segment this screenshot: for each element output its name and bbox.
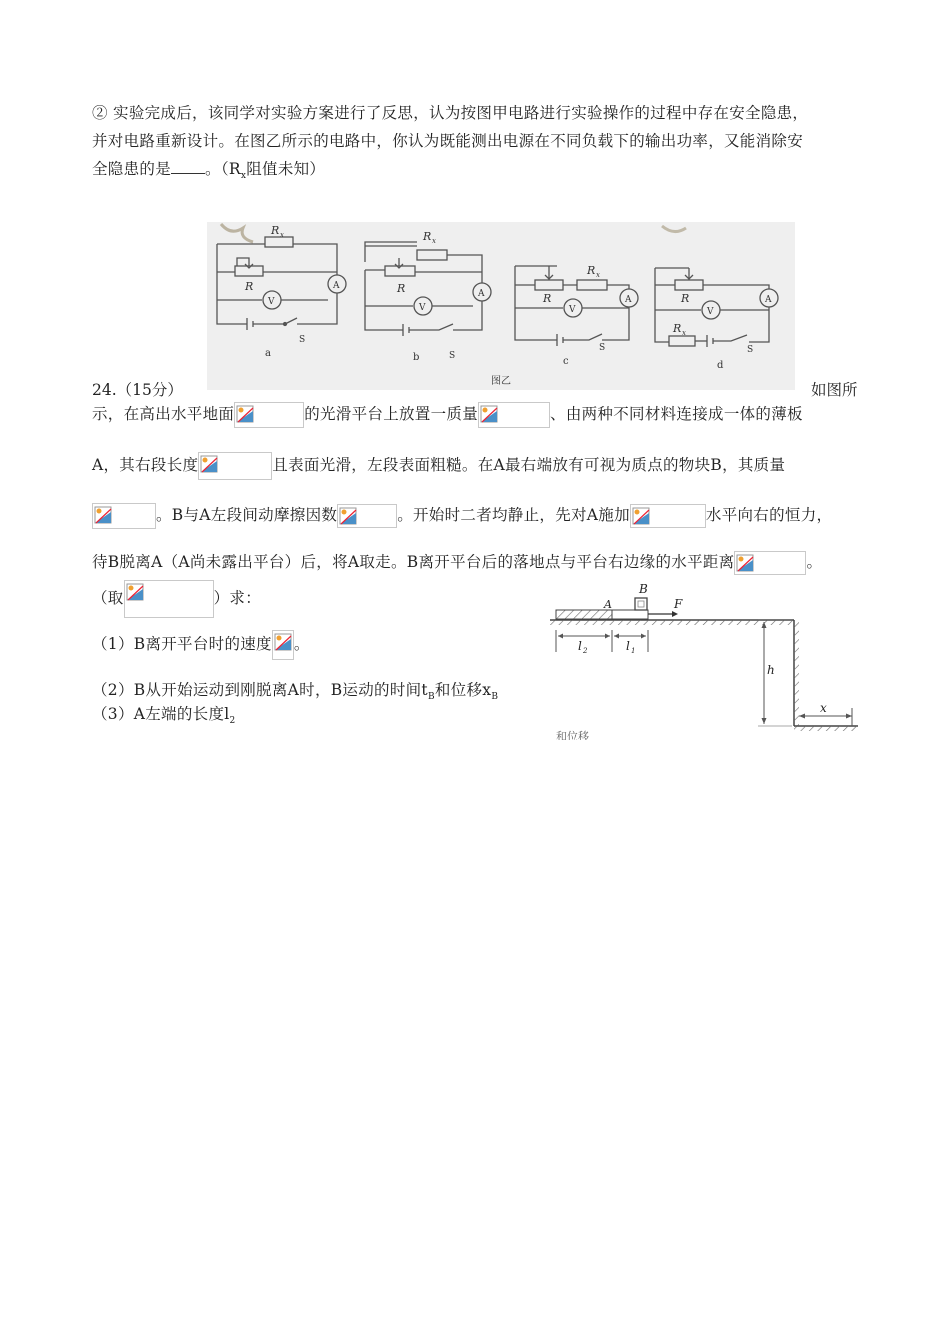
label-distance-x: x	[820, 701, 827, 715]
mechanics-figure	[546, 578, 862, 740]
q24-line-3	[92, 452, 785, 480]
q23-line-3-paren: 。（R	[205, 160, 241, 178]
q24-line-5-b: 。	[806, 553, 823, 571]
q24-sub-2-xb: B	[491, 692, 499, 703]
q24-line-5-a: 待B脱离A（A尚未露出平台）后，将A取走。B离开平台后的落地点与平台右边缘的水平距离	[92, 553, 735, 571]
q24-line-5	[92, 550, 822, 575]
q24-line-4-a: 。B与A左段间动摩擦因数	[156, 506, 338, 524]
q24-sub-2-text-b: 和位移x	[434, 681, 492, 699]
q24-line-2-a: 示，在高出水平地面	[92, 405, 235, 423]
q24-sub-2	[92, 678, 498, 702]
label-circuit-b: b	[413, 352, 420, 363]
q24-line-4-c: 水平向右的恒力，	[705, 506, 833, 524]
label-height-h: h	[767, 663, 775, 677]
q24-sub-2-tb: B	[427, 692, 435, 703]
broken-image-icon	[94, 506, 112, 524]
broken-image-icon	[236, 405, 254, 423]
label-l1-sub: 1	[631, 647, 636, 655]
label-force-f: F	[674, 597, 683, 611]
label-circuit-c: c	[563, 356, 569, 367]
q24-line-4	[92, 503, 832, 529]
formula-image-mass-a	[478, 402, 550, 428]
label-a-a: A	[333, 281, 340, 291]
q24-line-3-a: A，其右段长度	[92, 456, 199, 474]
label-circuit-a: a	[265, 348, 271, 359]
broken-image-icon	[126, 583, 144, 601]
label-r-c: R	[543, 292, 552, 305]
label-v-d: V	[707, 307, 714, 317]
q23-line-3-text: 全隐患的是	[92, 160, 172, 178]
formula-image-mu	[337, 504, 397, 528]
label-block-b: B	[639, 582, 648, 596]
q23-rx-subscript: x	[240, 171, 247, 182]
broken-image-icon	[480, 405, 498, 423]
label-l2-sub: 2	[583, 647, 588, 655]
q24-line-3-b: 且表面光滑，左段表面粗糙。在A最右端放有可视为质点的物块B，其质量	[272, 456, 786, 474]
label-r-b: R	[397, 282, 406, 295]
label-rx-a: R	[271, 224, 280, 237]
broken-image-icon	[632, 507, 650, 525]
formula-image-velocity	[272, 630, 294, 660]
label-a-c: A	[625, 295, 632, 305]
formula-image-g	[124, 580, 214, 618]
q24-line-2-c: 、由两种不同材料连接成一体的薄板	[550, 405, 803, 423]
label-circuit-d: d	[717, 360, 724, 371]
broken-image-icon	[736, 554, 754, 572]
label-a-d: A	[765, 295, 772, 305]
formula-image-distance	[734, 551, 806, 575]
mechanics-diagram-svg	[546, 578, 862, 740]
label-rx-sub-d: x	[682, 329, 686, 337]
broken-image-icon	[200, 455, 218, 473]
circuit-figure-yi	[207, 222, 795, 390]
label-s-b: S	[449, 351, 456, 361]
broken-image-icon	[274, 633, 292, 651]
q24-line-4-b: 。开始时二者均静止，先对A施加	[397, 506, 630, 524]
q24-sub-3	[92, 702, 236, 726]
q24-line-2-b: 的光滑平台上放置一质量	[304, 405, 479, 423]
q24-sub-3-l2: 2	[229, 716, 236, 727]
q24-sub-1-text: （1）B离开平台时的速度	[92, 635, 272, 653]
q24-line-2	[92, 402, 803, 428]
q23-line-2: 并对电路重新设计。在图乙所示的电路中，你认为既能测出电源在不同负载下的输出功率，又能消除安	[92, 132, 804, 150]
q23-line-3-end: 阻值未知）	[246, 160, 326, 178]
label-l1: l	[626, 639, 630, 653]
formula-image-force	[630, 504, 706, 528]
label-rx-sub-a: x	[280, 231, 284, 239]
figure-yi-caption: 图乙	[491, 376, 511, 387]
answer-blank	[171, 159, 205, 174]
label-rx-d: R	[673, 322, 682, 335]
label-l2: l	[578, 639, 582, 653]
q23-line-1: ② 实验完成后，该同学对实验方案进行了反思，认为按图甲电路进行实验操作的过程中存在安全隐患，	[92, 104, 809, 122]
q24-tail-1: 如图所	[811, 381, 858, 399]
q24-sub-2-text: （2）B从开始运动到刚脱离A时，B运动的时间t	[92, 681, 428, 699]
label-s-a: S	[299, 335, 306, 345]
formula-image-height	[234, 402, 304, 428]
q24-sub-1	[92, 630, 310, 660]
label-r-d: R	[681, 292, 690, 305]
label-a-b: A	[478, 289, 485, 299]
q24-number: 24.（15分）	[92, 381, 183, 399]
label-r-a: R	[245, 280, 254, 293]
q23-line-3	[92, 157, 325, 181]
label-v-c: V	[569, 305, 576, 315]
q24-line-6-b: ）求：	[213, 589, 262, 607]
q24-line-6	[92, 580, 261, 618]
circuit-diagrams-svg	[207, 222, 795, 390]
figure-bottom-text: 和位移	[556, 730, 589, 740]
formula-image-mass-b	[92, 503, 156, 529]
label-rx-c: R	[587, 264, 596, 277]
label-rx-sub-b: x	[432, 237, 436, 245]
label-s-d: S	[747, 345, 754, 355]
label-rx-b: R	[423, 230, 432, 243]
label-rx-sub-c: x	[596, 271, 600, 279]
q24-sub-3-text: （3）A左端的长度l	[92, 705, 230, 723]
formula-image-l1	[198, 452, 272, 480]
q24-line-6-a: （取	[92, 589, 124, 607]
label-v-a: V	[268, 297, 275, 307]
label-v-b: V	[419, 303, 426, 313]
q24-sub-1-end: 。	[293, 635, 310, 653]
label-plank-a: A	[604, 598, 612, 611]
broken-image-icon	[339, 507, 357, 525]
label-s-c: S	[599, 343, 606, 353]
